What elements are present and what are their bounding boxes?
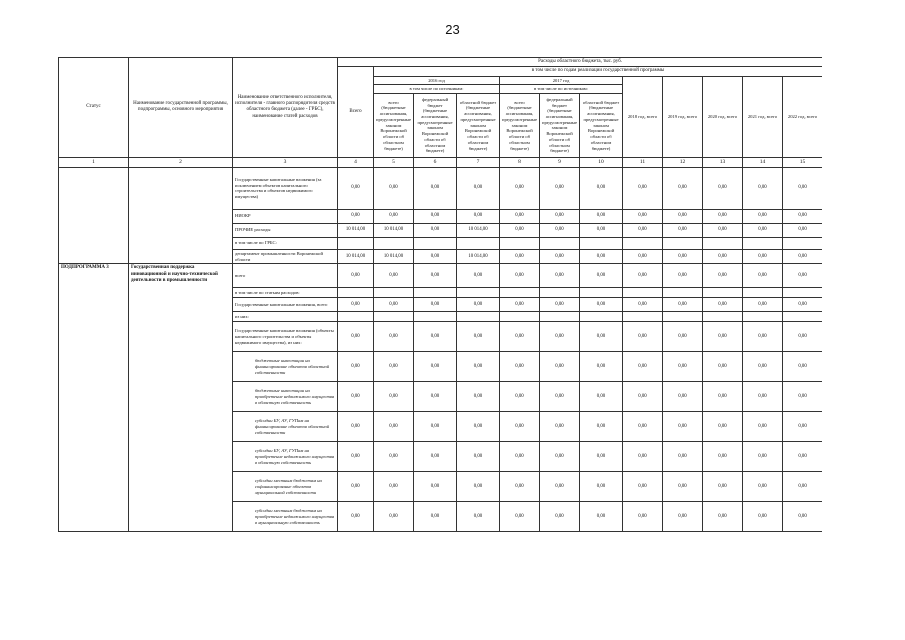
value-cell: 0,00 [743, 442, 783, 472]
empty-cell [374, 288, 414, 298]
value-cell: 0,00 [414, 502, 457, 532]
value-cell: 0,00 [580, 352, 623, 382]
value-cell: 0,00 [338, 502, 374, 532]
empty-cell [414, 288, 457, 298]
value-cell: 0,00 [414, 167, 457, 209]
value-cell: 0,00 [663, 298, 703, 312]
value-cell: 0,00 [457, 209, 500, 223]
value-cell: 0,00 [374, 264, 414, 288]
value-cell: 0,00 [743, 412, 783, 442]
empty-cell [703, 288, 743, 298]
empty-cell [374, 237, 414, 249]
header-2016: 2016 год [374, 76, 500, 85]
value-cell: 0,00 [540, 382, 580, 412]
value-cell: 0,00 [338, 322, 374, 352]
value-cell: 0,00 [623, 472, 663, 502]
value-cell: 0,00 [783, 412, 823, 442]
empty-cell [540, 312, 580, 322]
value-cell: 0,00 [703, 209, 743, 223]
row-label: Государственные капитальные вложения, всего [233, 298, 338, 312]
value-cell: 0,00 [374, 442, 414, 472]
value-cell: 0,00 [663, 502, 703, 532]
value-cell: 0,00 [457, 502, 500, 532]
header-2018: 2018 год, всего [623, 76, 663, 157]
header-2021: 2021 год, всего [743, 76, 783, 157]
value-cell: 0,00 [580, 249, 623, 263]
budget-table [58, 57, 822, 532]
value-cell: 0,00 [338, 382, 374, 412]
page-number: 23 [445, 22, 460, 37]
value-cell: 0,00 [703, 412, 743, 442]
empty-cell [500, 237, 540, 249]
value-cell: 0,00 [540, 167, 580, 209]
empty-cell [374, 312, 414, 322]
value-cell: 0,00 [540, 322, 580, 352]
row-label: НИОКР [233, 209, 338, 223]
row-label: ПРОЧИЕ расходы [233, 223, 338, 237]
empty-cell [457, 312, 500, 322]
value-cell: 0,00 [783, 298, 823, 312]
value-cell: 0,00 [623, 249, 663, 263]
value-cell: 0,00 [663, 167, 703, 209]
column-number: 8 [500, 157, 540, 167]
value-cell: 0,00 [374, 382, 414, 412]
subprogram-status: ПОДПРОГРАММА 3 [59, 264, 129, 532]
value-cell: 0,00 [623, 209, 663, 223]
value-cell: 0,00 [540, 298, 580, 312]
value-cell: 0,00 [623, 442, 663, 472]
value-cell: 0,00 [623, 502, 663, 532]
column-number: 1 [59, 157, 129, 167]
value-cell: 0,00 [580, 209, 623, 223]
header-src-obl-2017: областной бюджет (бюджетные ассигнования, предусмотренные законом Воронежской области об областном бюджете) [580, 93, 623, 157]
value-cell: 0,00 [338, 442, 374, 472]
empty-cell [623, 237, 663, 249]
value-cell: 0,00 [663, 322, 703, 352]
value-cell: 10 014,00 [374, 249, 414, 263]
value-cell: 0,00 [623, 322, 663, 352]
empty-cell [783, 312, 823, 322]
value-cell: 0,00 [783, 322, 823, 352]
column-number: 15 [783, 157, 823, 167]
value-cell: 0,00 [338, 298, 374, 312]
header-src-fed-2017: федеральный бюджет (бюджетные ассигнования, предусмотренные законом Воронежской области об областном бюджете) [540, 93, 580, 157]
column-number: 10 [580, 157, 623, 167]
column-number: 12 [663, 157, 703, 167]
value-cell: 0,00 [703, 264, 743, 288]
row-label: бюджетные инвестиции на финансирование объектов областной собственности [233, 352, 338, 382]
header-src-own-2016: всего (бюджетные ассигнования, предусмотренные законом Воронежской области об областном бюджете) [374, 93, 414, 157]
value-cell: 0,00 [580, 382, 623, 412]
empty-cell [783, 237, 823, 249]
value-cell: 0,00 [457, 352, 500, 382]
header-src-own-2017: всего (бюджетные ассигнования, предусмотренные законом Воронежской области об областном бюджете) [500, 93, 540, 157]
column-number: 5 [374, 157, 414, 167]
value-cell: 0,00 [500, 298, 540, 312]
row-label: Государственные капитальные вложения (за исключением объектов капитального строительства и объектов недвижимого имущества) [233, 167, 338, 209]
value-cell: 0,00 [338, 167, 374, 209]
value-cell: 0,00 [743, 322, 783, 352]
value-cell: 10 014,00 [457, 223, 500, 237]
value-cell: 0,00 [540, 472, 580, 502]
empty-cell [743, 312, 783, 322]
empty-cell [703, 237, 743, 249]
value-cell: 0,00 [457, 412, 500, 442]
value-cell: 0,00 [500, 249, 540, 263]
value-cell: 0,00 [743, 249, 783, 263]
value-cell: 0,00 [580, 264, 623, 288]
value-cell: 0,00 [457, 472, 500, 502]
value-cell: 0,00 [338, 412, 374, 442]
value-cell: 0,00 [374, 298, 414, 312]
value-cell: 0,00 [783, 223, 823, 237]
empty-cell [580, 237, 623, 249]
row-label: департамент промышленности Воронежской области [233, 249, 338, 263]
row-label: из них: [233, 312, 338, 322]
value-cell: 0,00 [414, 223, 457, 237]
value-cell: 0,00 [374, 472, 414, 502]
row-label: бюджетные инвестиции на приобретение недвижимого имущества в областную собственность [233, 382, 338, 412]
value-cell: 0,00 [580, 298, 623, 312]
value-cell: 0,00 [500, 264, 540, 288]
row-label: в том числе по статьям расходов: [233, 288, 338, 298]
value-cell: 0,00 [374, 352, 414, 382]
value-cell: 0,00 [580, 502, 623, 532]
value-cell: 0,00 [783, 502, 823, 532]
empty-cell [500, 312, 540, 322]
empty-cell [414, 312, 457, 322]
value-cell: 0,00 [457, 442, 500, 472]
value-cell: 0,00 [540, 412, 580, 442]
header-total: Всего [338, 67, 374, 158]
value-cell: 0,00 [414, 298, 457, 312]
column-number: 13 [703, 157, 743, 167]
empty-cell [580, 288, 623, 298]
column-number: 2 [129, 157, 233, 167]
value-cell: 0,00 [783, 249, 823, 263]
value-cell: 10 014,00 [338, 249, 374, 263]
value-cell: 0,00 [703, 472, 743, 502]
value-cell: 0,00 [580, 472, 623, 502]
column-number: 7 [457, 157, 500, 167]
table-row [59, 167, 823, 209]
value-cell: 0,00 [783, 352, 823, 382]
value-cell: 0,00 [540, 264, 580, 288]
value-cell: 0,00 [743, 264, 783, 288]
header-incl-year: в том числе по годам реализации государственной программы [374, 67, 823, 76]
value-cell: 0,00 [743, 502, 783, 532]
header-src-obl-2016: областной бюджет (бюджетные ассигнования, предусмотренные законом Воронежской области об областном бюджете) [457, 93, 500, 157]
value-cell: 0,00 [783, 209, 823, 223]
empty-cell [743, 237, 783, 249]
value-cell: 0,00 [703, 502, 743, 532]
value-cell: 0,00 [703, 167, 743, 209]
value-cell: 0,00 [374, 209, 414, 223]
value-cell: 0,00 [580, 322, 623, 352]
value-cell: 0,00 [623, 167, 663, 209]
empty-cell [663, 312, 703, 322]
empty-cell [457, 237, 500, 249]
value-cell: 0,00 [743, 472, 783, 502]
row-label: субсидии местным бюджетам на софинансирование объектов муниципальной собственности [233, 472, 338, 502]
value-cell: 0,00 [500, 167, 540, 209]
value-cell: 0,00 [500, 223, 540, 237]
empty-cell [703, 312, 743, 322]
value-cell: 0,00 [338, 209, 374, 223]
value-cell: 0,00 [743, 167, 783, 209]
empty-cell [743, 288, 783, 298]
value-cell: 0,00 [500, 352, 540, 382]
value-cell: 0,00 [414, 442, 457, 472]
value-cell: 0,00 [500, 209, 540, 223]
row-label: субсидии БУ, АУ, ГУПам на финансирование объектов областной собственности [233, 412, 338, 442]
value-cell: 0,00 [623, 298, 663, 312]
column-number: 14 [743, 157, 783, 167]
header-expenses: Расходы областного бюджета, тыс. руб. [338, 58, 823, 67]
value-cell: 0,00 [623, 223, 663, 237]
value-cell: 10 014,00 [338, 223, 374, 237]
value-cell: 0,00 [500, 412, 540, 442]
value-cell: 0,00 [414, 322, 457, 352]
value-cell: 0,00 [338, 264, 374, 288]
header-sources-2017: в том числе по источникам: [500, 85, 623, 94]
row-label: Государственные капитальные вложения (объекты капитального строительства и объекты недвижимого имущества), из них: [233, 322, 338, 352]
value-cell: 0,00 [414, 412, 457, 442]
header-2020: 2020 год, всего [703, 76, 743, 157]
empty-cell [783, 288, 823, 298]
value-cell: 0,00 [703, 382, 743, 412]
value-cell: 0,00 [703, 322, 743, 352]
empty-cell [580, 312, 623, 322]
value-cell: 0,00 [540, 209, 580, 223]
value-cell: 0,00 [414, 382, 457, 412]
value-cell: 0,00 [374, 502, 414, 532]
subprogram-name: Государственная поддержка инновационной и научно-технической деятельности в промышленности [129, 264, 233, 532]
value-cell: 0,00 [703, 298, 743, 312]
program-cell-empty [129, 167, 233, 263]
value-cell: 0,00 [703, 442, 743, 472]
value-cell: 0,00 [783, 167, 823, 209]
budget-table-frame [58, 57, 822, 546]
empty-cell [540, 237, 580, 249]
header-sources-2016: в том числе по источникам: [374, 85, 500, 94]
value-cell: 0,00 [540, 442, 580, 472]
empty-cell [338, 237, 374, 249]
value-cell: 0,00 [500, 502, 540, 532]
value-cell: 0,00 [338, 352, 374, 382]
value-cell: 0,00 [703, 223, 743, 237]
column-number: 4 [338, 157, 374, 167]
empty-cell [540, 288, 580, 298]
value-cell: 0,00 [663, 264, 703, 288]
table-header [59, 58, 823, 168]
value-cell: 0,00 [414, 352, 457, 382]
row-label: субсидии местным бюджетам на приобретение недвижимого имущества в муниципальную собственность [233, 502, 338, 532]
value-cell: 0,00 [703, 352, 743, 382]
value-cell: 0,00 [623, 264, 663, 288]
column-number: 9 [540, 157, 580, 167]
table-body [59, 167, 823, 531]
value-cell: 0,00 [414, 209, 457, 223]
value-cell: 0,00 [783, 472, 823, 502]
value-cell: 0,00 [623, 412, 663, 442]
value-cell: 0,00 [500, 442, 540, 472]
column-number: 3 [233, 157, 338, 167]
value-cell: 0,00 [663, 442, 703, 472]
value-cell: 0,00 [743, 223, 783, 237]
value-cell: 0,00 [623, 352, 663, 382]
table-row [59, 264, 823, 288]
header-2019: 2019 год, всего [663, 76, 703, 157]
value-cell: 0,00 [457, 322, 500, 352]
value-cell: 0,00 [540, 249, 580, 263]
value-cell: 0,00 [663, 472, 703, 502]
value-cell: 0,00 [623, 382, 663, 412]
header-status: Статус [59, 58, 129, 158]
value-cell: 0,00 [580, 442, 623, 472]
value-cell: 0,00 [663, 209, 703, 223]
value-cell: 0,00 [414, 249, 457, 263]
header-2022: 2022 год, всего [783, 76, 823, 157]
value-cell: 0,00 [580, 223, 623, 237]
value-cell: 0,00 [663, 382, 703, 412]
empty-cell [663, 237, 703, 249]
value-cell: 0,00 [783, 382, 823, 412]
empty-cell [623, 288, 663, 298]
value-cell: 0,00 [540, 223, 580, 237]
column-number: 6 [414, 157, 457, 167]
value-cell: 0,00 [457, 167, 500, 209]
empty-cell [663, 288, 703, 298]
value-cell: 0,00 [457, 298, 500, 312]
value-cell: 0,00 [743, 209, 783, 223]
value-cell: 0,00 [783, 442, 823, 472]
value-cell: 0,00 [663, 412, 703, 442]
value-cell: 0,00 [500, 382, 540, 412]
empty-cell [338, 288, 374, 298]
empty-cell [623, 312, 663, 322]
empty-cell [457, 288, 500, 298]
value-cell: 0,00 [743, 298, 783, 312]
column-number-row [59, 157, 823, 167]
value-cell: 0,00 [580, 167, 623, 209]
empty-cell [500, 288, 540, 298]
status-cell-empty [59, 167, 129, 263]
value-cell: 10 014,00 [457, 249, 500, 263]
value-cell: 0,00 [663, 249, 703, 263]
row-label: всего [233, 264, 338, 288]
empty-cell [338, 312, 374, 322]
value-cell: 0,00 [580, 412, 623, 442]
value-cell: 0,00 [663, 223, 703, 237]
value-cell: 0,00 [540, 502, 580, 532]
value-cell: 0,00 [703, 249, 743, 263]
header-gbs: Наименование ответственного исполнителя, исполнителя - главного распорядителя средств областного бюджета (далее - ГРБС), наименование статей расходов [233, 58, 338, 158]
value-cell: 0,00 [457, 264, 500, 288]
row-label: субсидии БУ, АУ, ГУПам на приобретение недвижимого имущества в областную собственность [233, 442, 338, 472]
value-cell: 0,00 [743, 352, 783, 382]
value-cell: 0,00 [374, 322, 414, 352]
value-cell: 10 014,00 [374, 223, 414, 237]
value-cell: 0,00 [663, 352, 703, 382]
row-label: в том числе по ГРБС: [233, 237, 338, 249]
value-cell: 0,00 [540, 352, 580, 382]
value-cell: 0,00 [783, 264, 823, 288]
value-cell: 0,00 [500, 322, 540, 352]
value-cell: 0,00 [743, 382, 783, 412]
value-cell: 0,00 [374, 412, 414, 442]
value-cell: 0,00 [338, 472, 374, 502]
empty-cell [414, 237, 457, 249]
header-src-fed-2016: федеральный бюджет (бюджетные ассигнования, предусмотренные законом Воронежской области об областном бюджете) [414, 93, 457, 157]
header-program-name: Наименование государственной программы, подпрограммы, основного мероприятия [129, 58, 233, 158]
column-number: 11 [623, 157, 663, 167]
header-2017: 2017 год [500, 76, 623, 85]
value-cell: 0,00 [457, 382, 500, 412]
value-cell: 0,00 [374, 167, 414, 209]
value-cell: 0,00 [414, 472, 457, 502]
value-cell: 0,00 [500, 472, 540, 502]
value-cell: 0,00 [414, 264, 457, 288]
